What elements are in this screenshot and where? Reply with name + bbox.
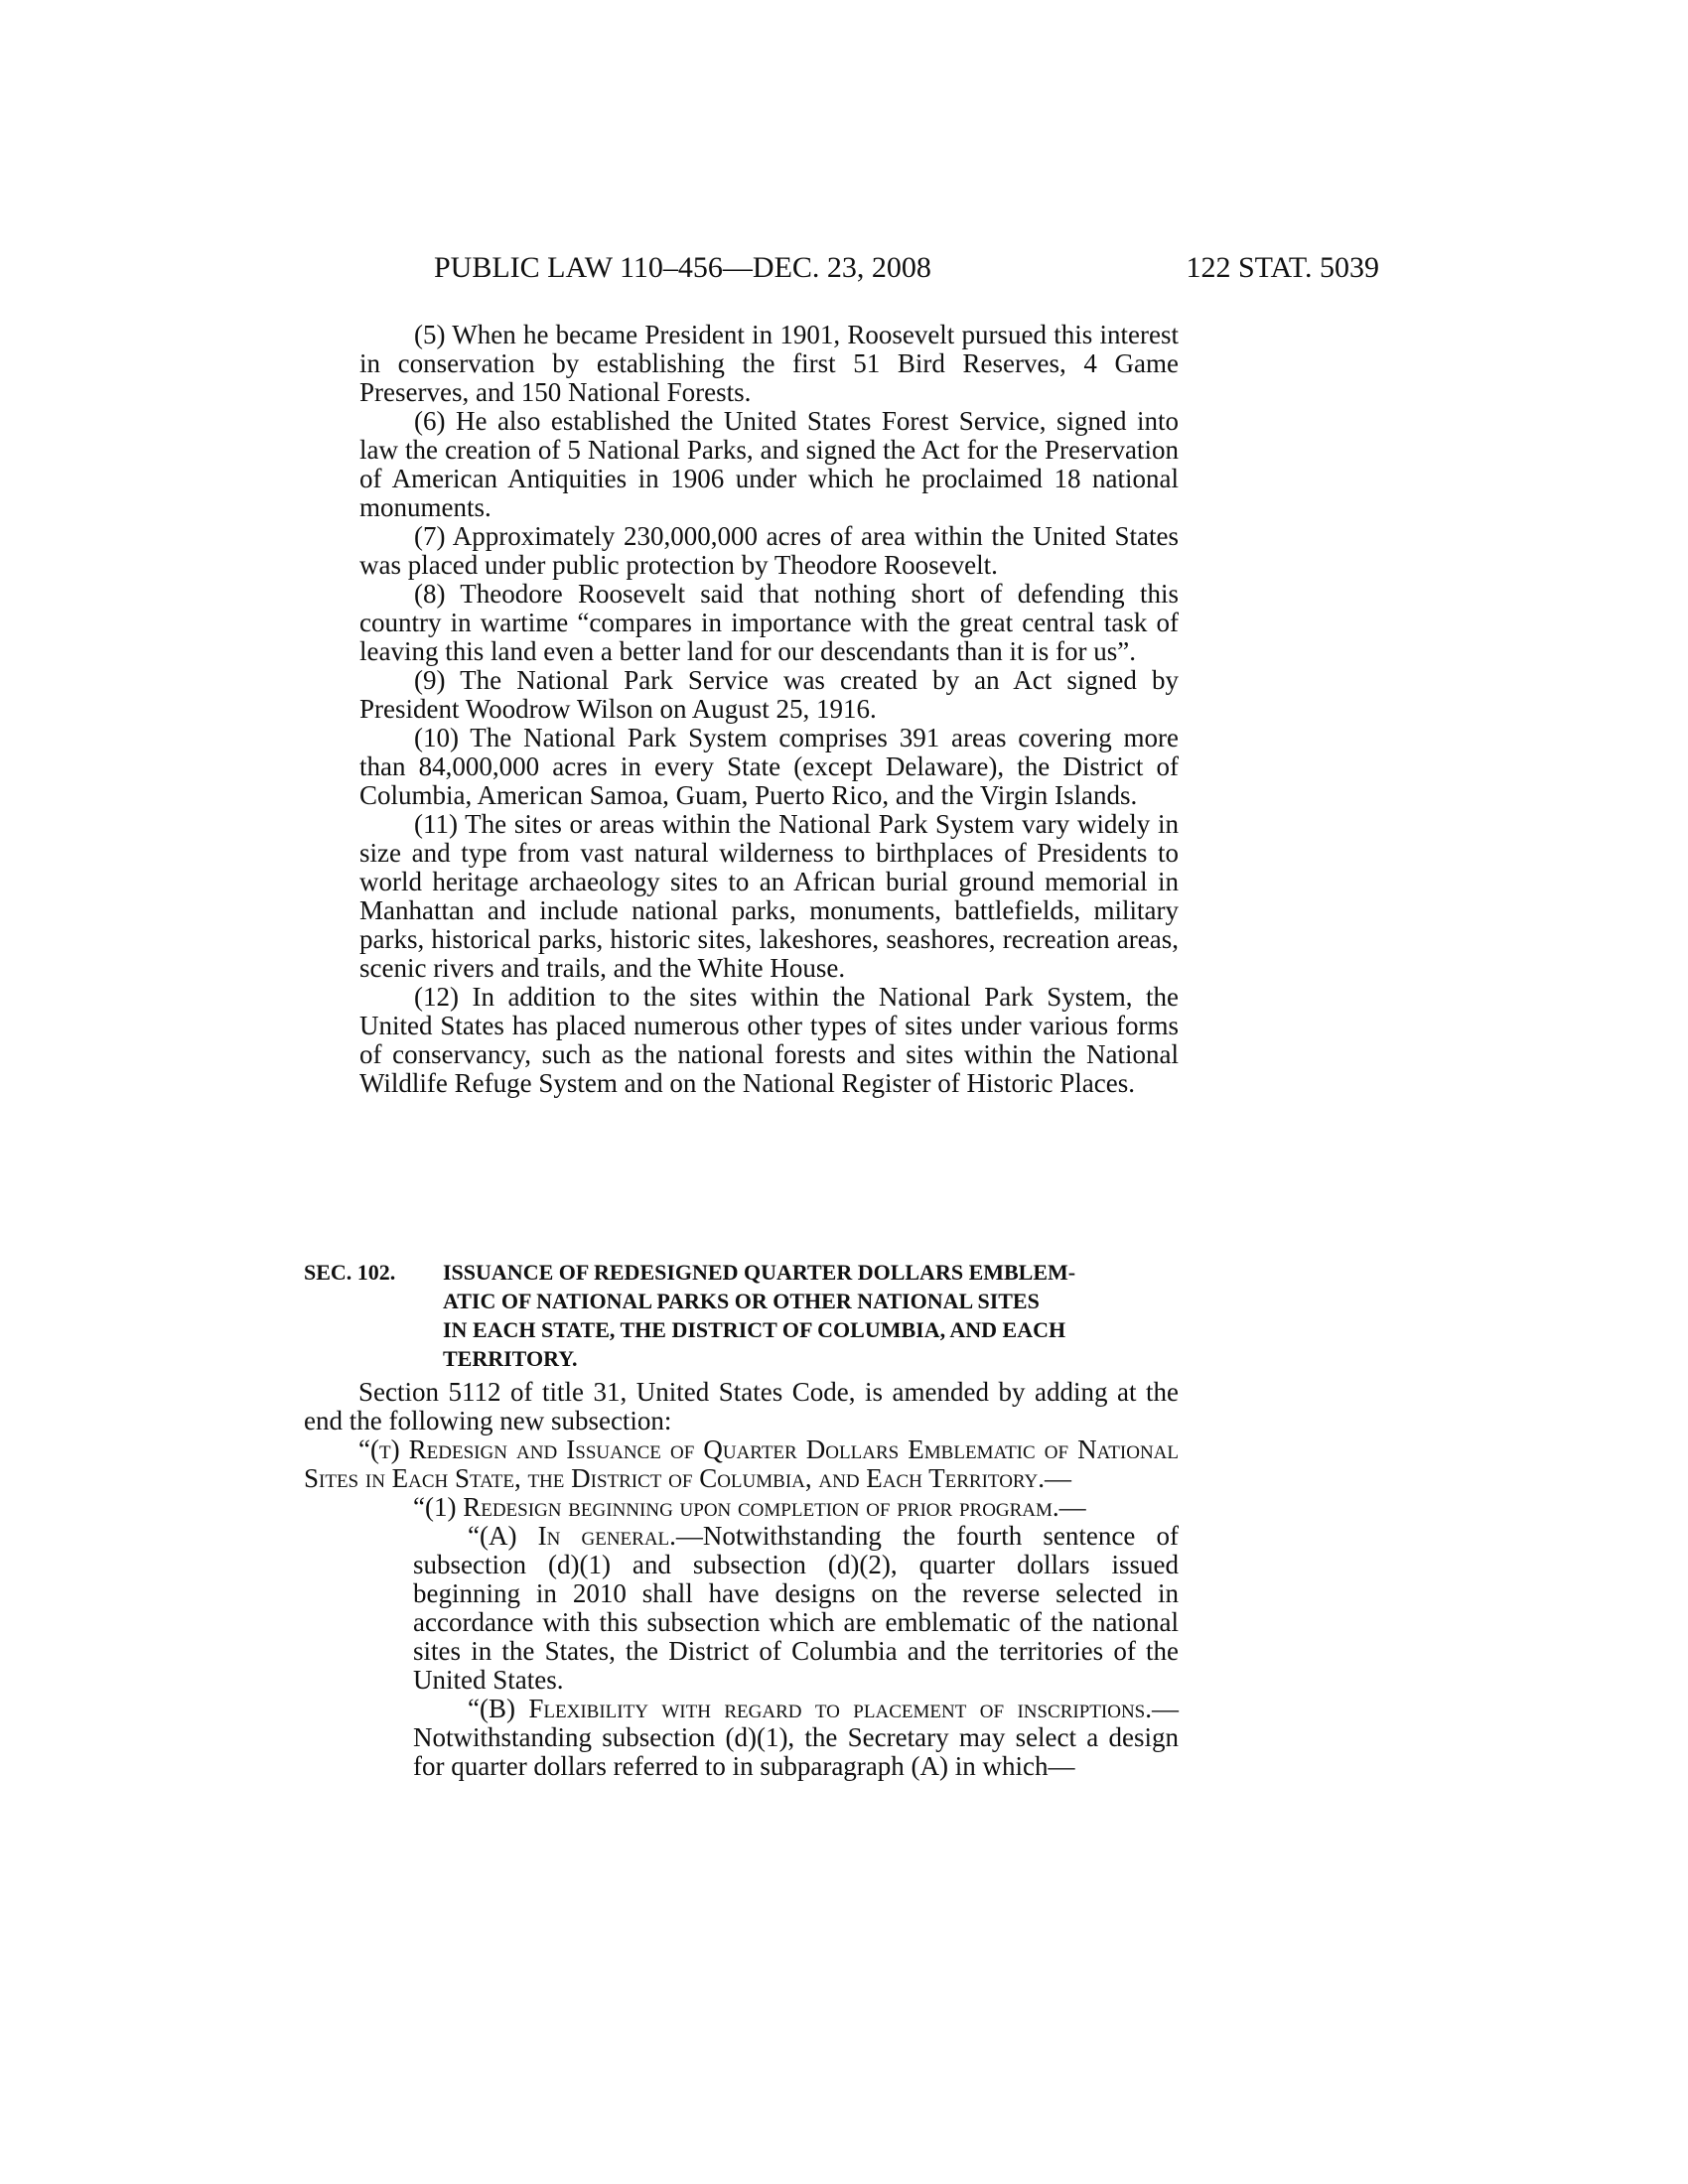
- amendment-intro: Section 5112 of title 31, United States Code, is amended by adding at the end the following new subsection:: [304, 1377, 1179, 1435]
- paragraph-1-heading-text: “(1) Redesign beginning upon completion of prior program.—: [413, 1492, 1086, 1522]
- section-title-line: TERRITORY.: [443, 1346, 578, 1371]
- page-header: [434, 248, 1379, 288]
- public-law-citation: PUBLIC LAW 110–456—DEC. 23, 2008: [434, 251, 931, 284]
- subparagraph-b: [304, 1695, 1179, 1781]
- amendment-text: [304, 1378, 1179, 1781]
- section-title: [443, 1258, 1179, 1373]
- subsection-t-heading: [304, 1435, 1179, 1493]
- finding-paragraph: (8) Theodore Roosevelt said that nothing short of defending this country in wartime “compares in importance with the great central task of leaving this land even a better land for our descendants than it is for us”.: [359, 579, 1179, 666]
- finding-paragraph: (9) The National Park Service was created by an Act signed by President Woodrow Wilson on August 25, 1916.: [359, 665, 1179, 724]
- subparagraph-a: [304, 1522, 1179, 1695]
- subparagraph-b-heading: “(B) Flexibility with regard to placement of inscriptions.—: [468, 1694, 1179, 1723]
- subparagraph-a-text: Notwithstanding the fourth sentence of subsection (d)(1) and subsection (d)(2), quarter dollars issued beginning in 2010 shall have designs on the reverse selected in accordance with this subsection which are emblematic of the national sites in the States, the District of Columbia and the territories of the United States.: [413, 1521, 1179, 1695]
- paragraph-1-heading: [304, 1493, 1179, 1522]
- finding-paragraph: (7) Approximately 230,000,000 acres of area within the United States was placed under public protection by Theodore Roosevelt.: [359, 521, 1179, 580]
- section-number: SEC. 102.: [304, 1260, 396, 1285]
- finding-paragraph: (6) He also established the United States Forest Service, signed into law the creation of 5 National Parks, and signed the Act for the Preservation of American Antiquities in 1906 under which he proclaimed 18 national monuments.: [359, 406, 1179, 522]
- finding-paragraph: (5) When he became President in 1901, Roosevelt pursued this interest in conservation by establishing the first 51 Bird Reserves, 4 Game Preserves, and 150 National Forests.: [359, 320, 1179, 407]
- section-title-line: ATIC OF NATIONAL PARKS OR OTHER NATIONAL SITES: [443, 1289, 1040, 1313]
- finding-paragraph: (11) The sites or areas within the National Park System vary widely in size and type from vast natural wilderness to birthplaces of Presidents to world heritage archaeology sites to an African burial ground memorial in Manhattan and include national parks, monuments, battlefields, military parks, historical parks, historic sites, lakeshores, seashores, recreation areas, scenic rivers and trails, and the White House.: [359, 809, 1179, 983]
- subparagraph-b-text: Notwithstanding subsection (d)(1), the Secretary may select a design for quarter dollars referred to in subparagraph (A) in which—: [413, 1722, 1179, 1781]
- statute-page-number: 122 STAT. 5039: [1186, 251, 1379, 284]
- finding-paragraph: (12) In addition to the sites within the National Park System, the United States has placed numerous other types of sites under various forms of conservancy, such as the national forests and sites within the National Wildlife Refuge System and on the National Register of Historic Places.: [359, 982, 1179, 1098]
- subsection-t-heading-text: “(t) Redesign and Issuance of Quarter Dollars Emblematic of National Sites in Each State, the District of Columbia, and Each Territory.—: [304, 1434, 1179, 1493]
- finding-paragraph: (10) The National Park System comprises 391 areas covering more than 84,000,000 acres in every State (except Delaware), the District of Columbia, American Samoa, Guam, Puerto Rico, and the Virgin Islands.: [359, 723, 1179, 810]
- section-title-line: IN EACH STATE, THE DISTRICT OF COLUMBIA, AND EACH: [443, 1317, 1066, 1342]
- findings-list: [359, 321, 1179, 1098]
- section-title-line: ISSUANCE OF REDESIGNED QUARTER DOLLARS EMBLEM-: [443, 1260, 1076, 1285]
- subparagraph-a-heading: “(A) In general.—: [468, 1521, 703, 1551]
